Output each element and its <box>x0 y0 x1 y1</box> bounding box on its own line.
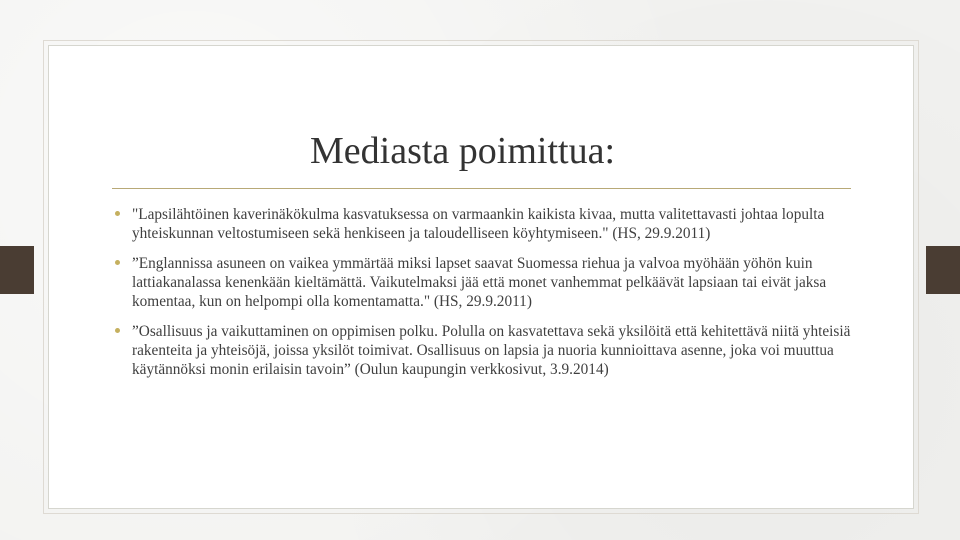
bullet-item-3 <box>115 322 855 379</box>
bullet-dot-icon <box>115 260 120 265</box>
right-side-tab <box>926 246 960 294</box>
bullet-dot-icon <box>115 328 120 333</box>
bullet-list <box>115 205 855 390</box>
slide-title: Mediasta poimittua: <box>310 130 616 173</box>
left-side-tab <box>0 246 34 294</box>
bullet-text: "Lapsilähtöinen kaverinäkökulma kasvatuksessa on varmaankin kaikista kivaa, mutta valitettavasti johtaa lopulta yhteiskunnan veltostumiseen sekä henkiseen ja taloudelliseen köyhtymiseen." (HS, 29.9.2011) <box>132 206 825 242</box>
bullet-dot-icon <box>115 211 120 216</box>
bullet-text: ”Englannissa asuneen on vaikea ymmärtää miksi lapset saavat Suomessa riehua ja valvoa myöhään yöhön kuin lattiakanalassa kenenkään kieltämättä. Vaikutelmaksi jää että monet vanhemmat pelkäävät lapsiaan tai eivät jaksa komentaa, kun on helpompi olla komentamatta." (HS, 29.9.2011) <box>132 255 827 310</box>
title-divider <box>112 188 851 189</box>
bullet-item-2 <box>115 254 855 311</box>
bullet-item-1 <box>115 205 855 243</box>
bullet-text: ”Osallisuus ja vaikuttaminen on oppimisen polku. Polulla on kasvatettava sekä yksilöitä että kehitettävä niitä yhteisiä rakenteita ja yhteisöjä, joissa yksilöt toimivat. Osallisuus on lapsia ja nuoria kunnioittava asenne, joka voi muuttua käytännöksi monin erilaisin tavoin” (Oulun kaupungin verkkosivut, 3.9.2014) <box>132 323 851 378</box>
